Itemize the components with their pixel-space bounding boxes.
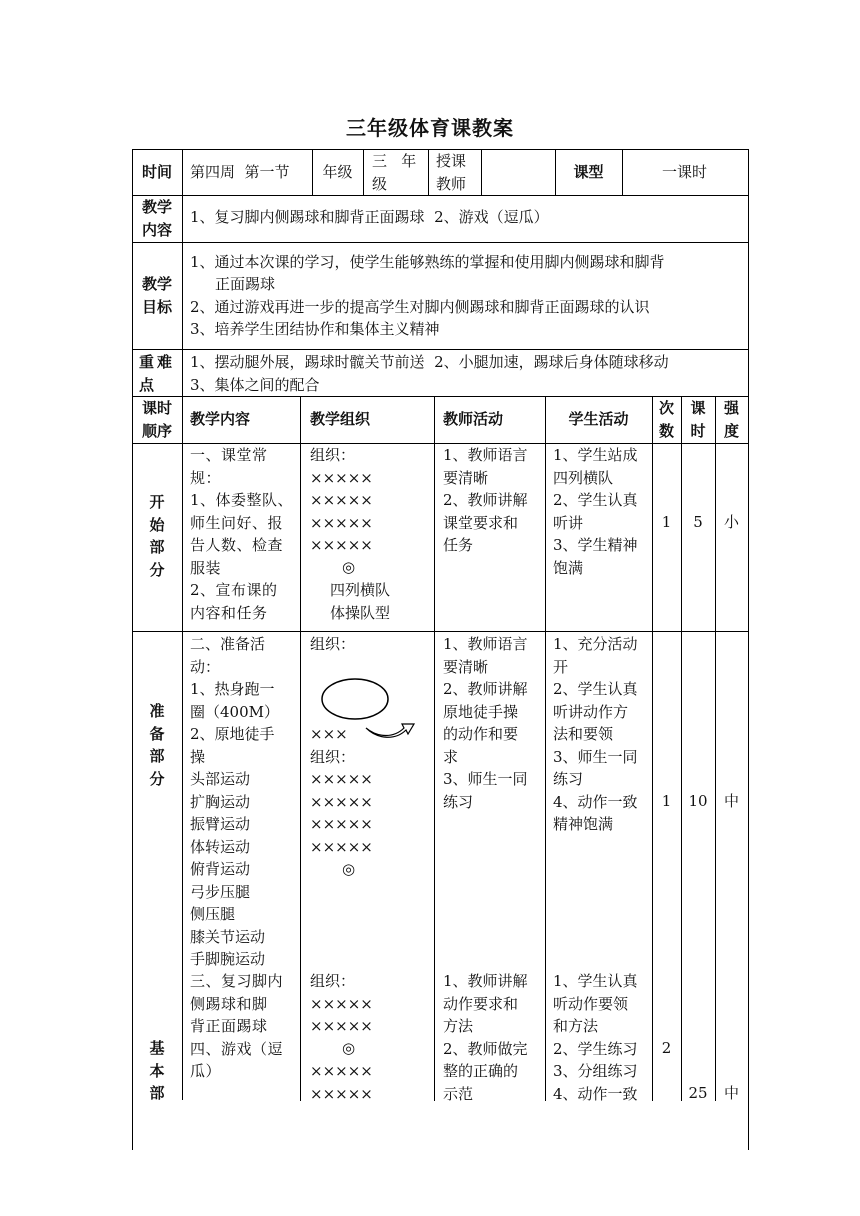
formation-symbol: ◎: [342, 1039, 356, 1057]
basic-content: 三、复习脚内 侧踢球和脚 背正面踢球 四、游戏（逗 瓜）: [190, 972, 284, 1080]
warmup-intensity: 中: [723, 792, 739, 810]
col-divider: [681, 396, 682, 1101]
goal-line: 1、通过本次课的学习，使学生能够熟练的掌握和使用脚内侧踢球和脚背: [190, 253, 665, 271]
col-divider: [481, 149, 482, 196]
difficulty-line: 3、集体之间的配合: [190, 376, 320, 394]
start-content: 一、课堂常 规： 1、体委整队、 师生问好、报 告人数、检查 服装 2、宣布课的 内容和任务: [190, 446, 294, 622]
warmup-content: 二、准备活 动： 1、热身跑一 圈（400M） 2、原地徒手 操 头部运动 扩胸运动 振臂运动 体转运动 俯背运动 弓步压腿 侧压腿 膝关节运动 手脚腕运动: [190, 635, 279, 968]
type-value: 一课时: [661, 163, 707, 181]
col-divider: [715, 396, 716, 1101]
grade-label: 年级: [322, 163, 353, 181]
difficulty-line: 1、摆动腿外展，踢球时髋关节前送 2、小腿加速，踢球后身体随球移动: [190, 353, 669, 371]
row-divider: [132, 349, 748, 350]
col-divider: [182, 149, 183, 1100]
type-label: 课型: [573, 163, 604, 181]
start-duration: 5: [693, 513, 703, 531]
warmup-organization-1: 组织：: [310, 635, 356, 653]
col-divider: [545, 396, 546, 1101]
time-value: 第四周 第一节: [190, 163, 290, 181]
start-intensity: 小: [723, 513, 739, 531]
basic-organization-after: ××××× ×××××: [310, 1062, 373, 1103]
difficulty-label: 点: [139, 376, 155, 394]
goal-line: 2、通过游戏再进一步的提高学生对脚内侧踢球和脚背正面踢球的认识: [190, 298, 650, 316]
warmup-teacher: 1、教师语言 要清晰 2、教师讲解 原地徒手操 的动作和要 求 3、师生一同 练习: [443, 635, 528, 811]
row-divider: [132, 242, 748, 243]
content-text: 1、复习脚内侧踢球和脚背正面踢球 2、游戏（逗瓜）: [190, 208, 549, 226]
col-header-order: 课时 顺序: [141, 399, 172, 440]
col-divider: [652, 396, 653, 1101]
start-org-caption: 四列横队 体操队型: [329, 581, 390, 622]
warmup-organization-2: ××× 组织： ××××× ××××× ××××× ×××××: [310, 725, 373, 856]
basic-teacher: 1、教师讲解 动作要求和 方法 2、教师做完 整的正确的 示范: [443, 972, 528, 1103]
start-student: 1、学生站成 四列横队 2、学生认真 听讲 3、学生精神 饱满: [553, 446, 638, 577]
col-divider: [434, 396, 435, 1101]
col-header-organization: 教学组织: [310, 410, 371, 428]
grade-value: 三 年 级: [372, 152, 417, 193]
warmup-student: 1、充分活动 开 2、学生认真 听讲动作方 法和要领 3、师生一同 练习 4、动作一致 精神饱满: [553, 635, 638, 833]
section-name-start: 开 始 部 分: [149, 493, 165, 579]
col-header-duration: 课 时: [690, 399, 706, 440]
col-divider: [428, 149, 429, 196]
row-divider: [132, 195, 748, 196]
goal-line: 3、培养学生团结协作和集体主义精神: [190, 320, 440, 338]
col-header-student: 学生活动: [568, 410, 629, 428]
goal-line: 正面踢球: [215, 275, 276, 293]
section-name-warmup: 准 备 部 分: [149, 702, 165, 788]
col-header-teacher: 教师活动: [443, 410, 504, 428]
page-title: 三年级体育课教案: [346, 116, 514, 140]
section-name-basic: 基 本 部: [149, 1039, 165, 1102]
formation-symbol: ◎: [342, 558, 356, 576]
col-divider: [363, 149, 364, 196]
formation-symbol: ◎: [342, 860, 356, 878]
warmup-times: 1: [661, 792, 672, 810]
basic-intensity: 中: [723, 1084, 739, 1102]
col-header-intensity: 强 度: [723, 399, 739, 440]
col-header-content: 教学内容: [190, 410, 251, 428]
difficulty-label: 重难: [139, 353, 176, 371]
start-teacher: 1、教师语言 要清晰 2、教师讲解 课堂要求和 任务: [443, 446, 528, 554]
basic-student: 1、学生认真 听动作要领 和方法 2、学生练习 3、分组练习 4、动作一致: [553, 972, 638, 1103]
warmup-duration: 10: [688, 792, 708, 810]
basic-times: 2: [661, 1039, 672, 1057]
content-label: 教学 内容: [141, 198, 172, 239]
basic-organization: 组织： ××××× ×××××: [310, 972, 373, 1035]
col-header-times: 次 数: [658, 399, 674, 440]
start-times: 1: [661, 513, 672, 531]
basic-duration: 25: [688, 1084, 708, 1102]
row-divider: [132, 631, 748, 632]
goals-label: 教学 目标: [141, 275, 172, 316]
start-organization: 组织： ××××× ××××× ××××× ×××××: [310, 446, 373, 554]
time-label: 时间: [141, 163, 172, 181]
col-divider: [300, 396, 301, 1101]
teacher-label: 授课 教师: [436, 152, 467, 193]
